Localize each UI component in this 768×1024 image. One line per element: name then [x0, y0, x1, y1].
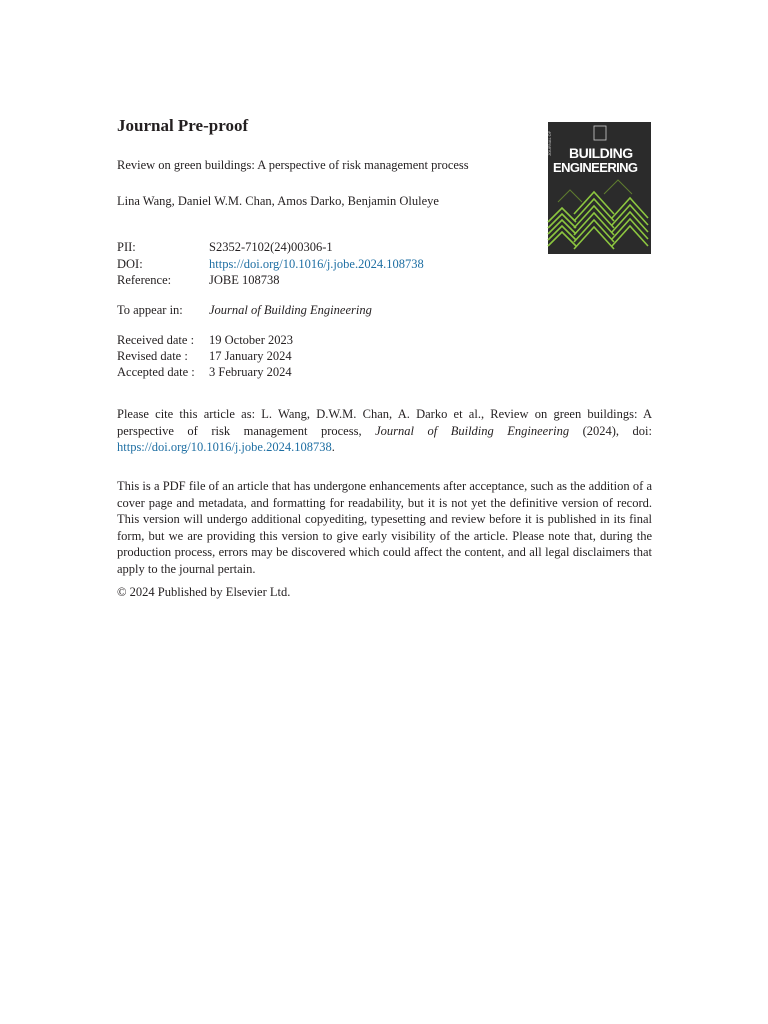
citation-journal: Journal of Building Engineering	[375, 423, 570, 438]
received-label: Received date :	[117, 333, 195, 347]
doi-link[interactable]: https://doi.org/10.1016/j.jobe.2024.108738	[209, 257, 424, 271]
reference-value: JOBE 108738	[209, 273, 280, 287]
pdf-notice-paragraph: This is a PDF file of an article that has undergone enhancements after acceptance, such as the addition of a cover page and metadata, and formatting for readability, but it is not yet the definitive version of record. This version will undergo additional copyediting, typesetting and review before it is published in its final form, but we are providing this version to give early visibility of the article. Please note that, during the production process, errors may be discovered which could affect the content, and all legal disclaimers that apply to the journal pertain.	[117, 479, 652, 576]
revised-date: 17 January 2024	[209, 349, 292, 363]
pii-value: S2352-7102(24)00306-1	[209, 240, 333, 254]
cover-artwork	[548, 122, 651, 254]
received-date: 19 October 2023	[209, 333, 294, 347]
article-authors: Lina Wang, Daniel W.M. Chan, Amos Darko, Benjamin Oluleye	[117, 194, 439, 208]
citation-text: Please cite this article as: L. Wang, D.W.M. Chan, A. Darko et al., Review on green buildings: A perspective of risk management process,	[117, 407, 652, 438]
citation-end: .	[331, 440, 335, 454]
metadata-block	[117, 240, 537, 390]
accepted-date: 3 February 2024	[209, 365, 292, 379]
pii-label: PII:	[117, 240, 136, 254]
accepted-label: Accepted date :	[117, 365, 195, 379]
reference-label: Reference:	[117, 273, 172, 287]
cover-line1: BUILDING	[569, 145, 633, 161]
cover-prefix: JOURNAL OF	[547, 130, 552, 156]
page-title: Journal Pre-proof	[117, 116, 249, 135]
citation-suffix: (2024), doi:	[582, 423, 652, 438]
journal-cover-image	[548, 122, 651, 254]
doi-label: DOI:	[117, 257, 143, 271]
citation-paragraph	[117, 406, 652, 456]
cover-line2: ENGINEERING	[553, 160, 638, 175]
citation-doi-link[interactable]: https://doi.org/10.1016/j.jobe.2024.108738	[117, 440, 332, 454]
appear-journal: Journal of Building Engineering	[209, 303, 372, 317]
appear-label: To appear in:	[117, 303, 183, 317]
article-title: Review on green buildings: A perspective of risk management process	[117, 158, 469, 172]
copyright-notice: © 2024 Published by Elsevier Ltd.	[117, 585, 291, 599]
revised-label: Revised date :	[117, 349, 188, 363]
